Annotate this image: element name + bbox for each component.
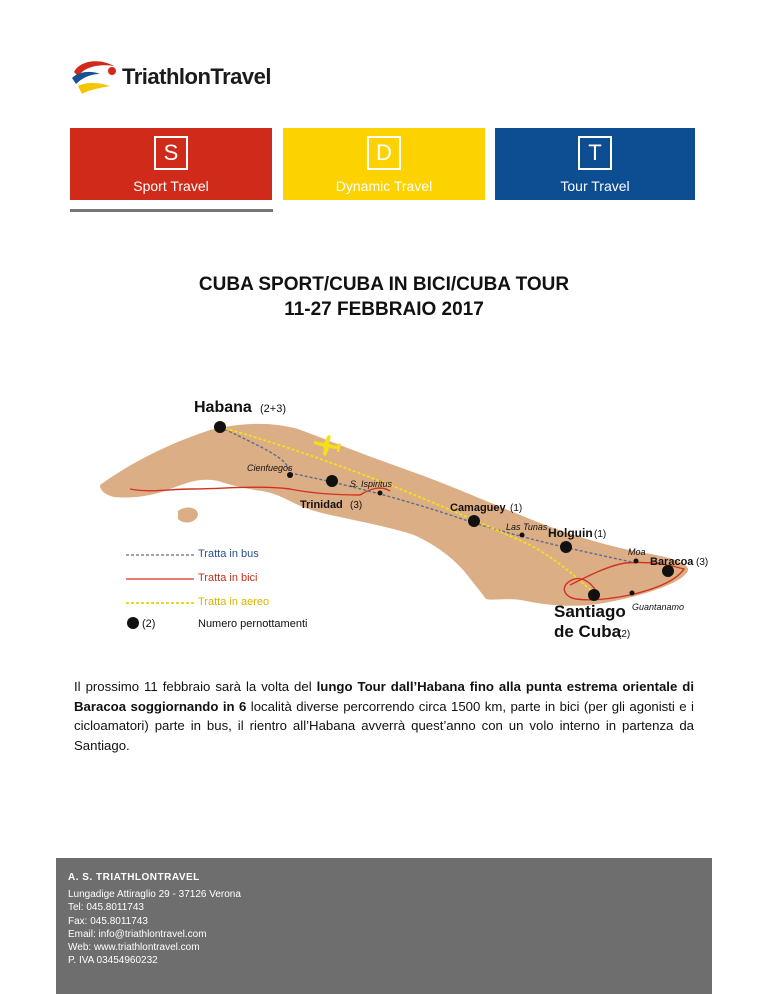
- label-baracoa-count: (3): [696, 557, 709, 568]
- label-cienfuegos: Cienfuegos: [247, 463, 293, 473]
- logo-mark-icon: [70, 58, 122, 98]
- page-title: [0, 272, 768, 322]
- cuba-route-map: [70, 385, 720, 655]
- city-dot-guantanamo: [630, 591, 635, 596]
- active-tile-indicator: [70, 209, 273, 212]
- map-legend: [126, 548, 307, 630]
- footer-web[interactable]: Web: www.triathlontravel.com: [68, 942, 200, 954]
- legend-dot-count: (2): [142, 618, 156, 630]
- city-dot-camaguey: [468, 515, 480, 527]
- description-paragraph: [74, 677, 694, 755]
- label-santiago-2: de Cuba: [554, 622, 622, 641]
- city-dot-lastunas: [520, 533, 525, 538]
- label-baracoa: Baracoa: [650, 556, 694, 568]
- para-bold: lungo Tour dall’Habana fino alla punta estrema orientale di Baracoa soggiornando in 6: [74, 679, 694, 714]
- city-dot-santiago: [588, 589, 600, 601]
- brand-name: TriathlonTravel: [122, 64, 271, 89]
- footer-address: Lungadige Attiraglio 29 - 37126 Verona: [68, 889, 241, 900]
- letter-s-icon: S: [154, 136, 188, 170]
- label-holguin-count: (1): [594, 529, 607, 540]
- city-dot-moa: [634, 559, 639, 564]
- label-lastunas: Las Tunas: [506, 522, 548, 532]
- city-dot-habana: [214, 421, 226, 433]
- legend-dot: [127, 617, 139, 629]
- legend-bike-label: Tratta in bici: [198, 572, 258, 584]
- label-habana-count: (2+3): [260, 403, 286, 415]
- footer-piva: P. IVA 03454960232: [68, 955, 158, 967]
- footer-email[interactable]: Email: info@triathlontravel.com: [68, 928, 207, 940]
- title-line-2: 11-27 FEBBRAIO 2017: [284, 299, 484, 320]
- label-camaguey: Camaguey: [450, 502, 506, 514]
- isla-de-la-juventud: [178, 508, 198, 523]
- tile-label: Dynamic Travel: [335, 178, 433, 194]
- city-dot-holguin: [560, 541, 572, 553]
- label-santiago-count: (2): [618, 629, 631, 640]
- label-sancti: S. Ispiritus: [350, 479, 393, 489]
- label-holguin: Holguin: [548, 526, 593, 540]
- brand-logo[interactable]: [70, 58, 280, 98]
- title-line-1: CUBA SPORT/CUBA IN BICI/CUBA TOUR: [198, 274, 570, 295]
- city-dot-sancti: [378, 491, 383, 496]
- label-guantanamo: Guantanamo: [632, 602, 685, 612]
- para-text-2: località diverse percorrendo circa 1500 km, parte in bici (per gli agonisti e i cicloamatori) parte in bus, il rientro all’Habana avverrà quest’anno con un volo interno in partenza da Santiago.: [74, 698, 694, 753]
- label-camaguey-count: (1): [510, 503, 523, 514]
- tile-tour-travel[interactable]: [495, 128, 695, 200]
- tile-sport-travel[interactable]: [70, 128, 272, 200]
- footer-lines: [68, 888, 241, 968]
- city-dot-trinidad: [326, 475, 338, 487]
- label-trinidad-count: (3): [350, 500, 363, 511]
- legend-pernottamenti: Numero pernottamenti: [198, 618, 308, 630]
- label-trinidad: Trinidad: [300, 499, 343, 511]
- tile-label: Tour Travel: [560, 178, 630, 194]
- tile-label: Sport Travel: [133, 178, 209, 194]
- para-text-1: Il prossimo 11 febbraio sarà la volta del: [74, 679, 317, 694]
- footer-contact: [56, 858, 712, 994]
- footer-company: A. S. TRIATHLONTRAVEL: [68, 872, 200, 883]
- letter-d-icon: D: [367, 136, 401, 170]
- legend-plane-label: Tratta in aereo: [198, 596, 270, 608]
- label-santiago-1: Santiago: [554, 602, 626, 621]
- label-habana: Habana: [194, 399, 252, 416]
- footer-fax: Fax: 045.8011743: [68, 915, 148, 927]
- footer-tel: Tel: 045.8011743: [68, 902, 144, 914]
- letter-t-icon: T: [578, 136, 612, 170]
- label-moa: Moa: [628, 547, 646, 557]
- tile-dynamic-travel[interactable]: [283, 128, 485, 200]
- legend-bus-label: Tratta in bus: [198, 548, 259, 560]
